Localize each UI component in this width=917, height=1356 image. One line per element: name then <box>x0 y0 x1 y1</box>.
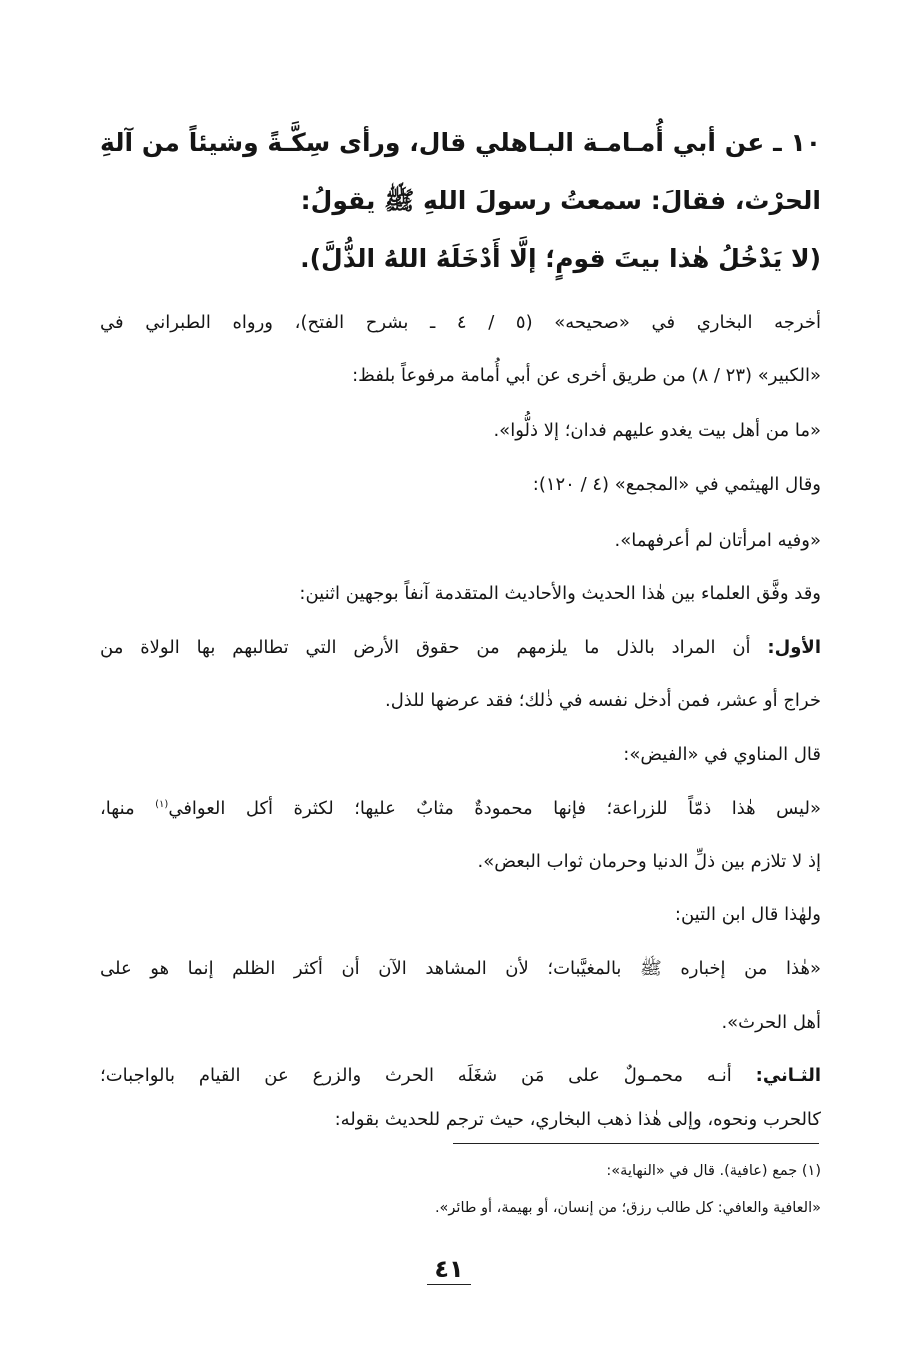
footnote-line: (١) جمع (عافية). قال في «النهاية»: <box>606 1163 821 1179</box>
page-number-underline <box>427 1284 471 1285</box>
hadith-line-2: الحرْث، فقالَ: سمعتُ رسولَ اللهِ ﷺ يقولُ: <box>300 186 821 215</box>
paragraph-line: ولهٰذا قال ابن التين: <box>674 904 821 925</box>
quote-text: منها، <box>100 798 156 819</box>
paragraph-line: «الكبير» (٢٣ / ٨) من طريق أخرى عن أبي أُمامة مرفوعاً بلفظ: <box>352 365 821 386</box>
quote-text: «ليس هٰذا ذمّاً للزراعة؛ فإنها محمودةٌ مثابٌ عليها؛ لكثرة أكل العوافي <box>168 798 821 819</box>
quote-line <box>100 798 821 821</box>
hadith-line-3: (لا يَدْخُلُ هٰذا بيتَ قومٍ؛ إلَّا أَدْخَلَهُ اللهُ الذُّلَّ). <box>300 244 821 273</box>
footnote-divider <box>453 1143 819 1144</box>
paragraph-line: وقد وفَّق العلماء بين هٰذا الحديث والأحاديث المتقدمة آنفاً بوجهين اثنين: <box>299 583 821 604</box>
paragraph-line: أخرجه البخاري في «صحيحه» (٥ / ٤ ـ بشرح الفتح)، ورواه الطبراني في <box>100 312 821 333</box>
paragraph-text: أن المراد بالذل ما يلزمهم من حقوق الأرض التي تطالبهم بها الولاة من <box>100 637 768 658</box>
page-number: ٤١ <box>434 1255 464 1283</box>
hadith-line-1: ١٠ ـ عن أبي أُمـامـة البـاهلي قال، ورأى سِكَّـةً وشيئاً من آلةِ <box>100 128 821 157</box>
paragraph-line: خراج أو عشر، فمن أدخل نفسه في ذٰلك؛ فقد عرضها للذل. <box>384 690 821 711</box>
footnote-reference: (١) <box>155 799 169 810</box>
paragraph-line <box>100 637 821 660</box>
paragraph-line: كالحرب ونحوه، وإلى هٰذا ذهب البخاري، حيث ترجم للحديث بقوله: <box>334 1109 821 1130</box>
paragraph-text: أنـه محمـولٌ على مَن شغَلَه الحرث والزرع عن القيام بالواجبات؛ <box>100 1065 756 1086</box>
section-heading-first: الأول: <box>767 637 821 658</box>
paragraph-line <box>100 1065 821 1088</box>
quote-line: «هٰذا من إخباره ﷺ بالمغيَّبات؛ لأن المشاهد الآن أن أكثر الظلم إنما هو على <box>100 958 821 979</box>
quote-line: «ما من أهل بيت يغدو عليهم فدان؛ إلا ذلُّوا». <box>493 420 821 441</box>
paragraph-line: قال المناوي في «الفيض»: <box>623 744 821 765</box>
quote-line: أهل الحرث». <box>721 1012 821 1033</box>
footnote-line: «العافية والعافي: كل طالب رزق؛ من إنسان، أو بهيمة، أو طائر». <box>434 1200 821 1216</box>
quote-line: إذ لا تلازم بين ذلِّ الدنيا وحرمان ثواب البعض». <box>477 851 821 872</box>
paragraph-line: وقال الهيثمي في «المجمع» (٤ / ١٢٠): <box>532 474 821 495</box>
section-heading-second: الثـاني: <box>755 1065 821 1086</box>
quote-line: «وفيه امرأتان لم أعرفهما». <box>614 530 821 551</box>
